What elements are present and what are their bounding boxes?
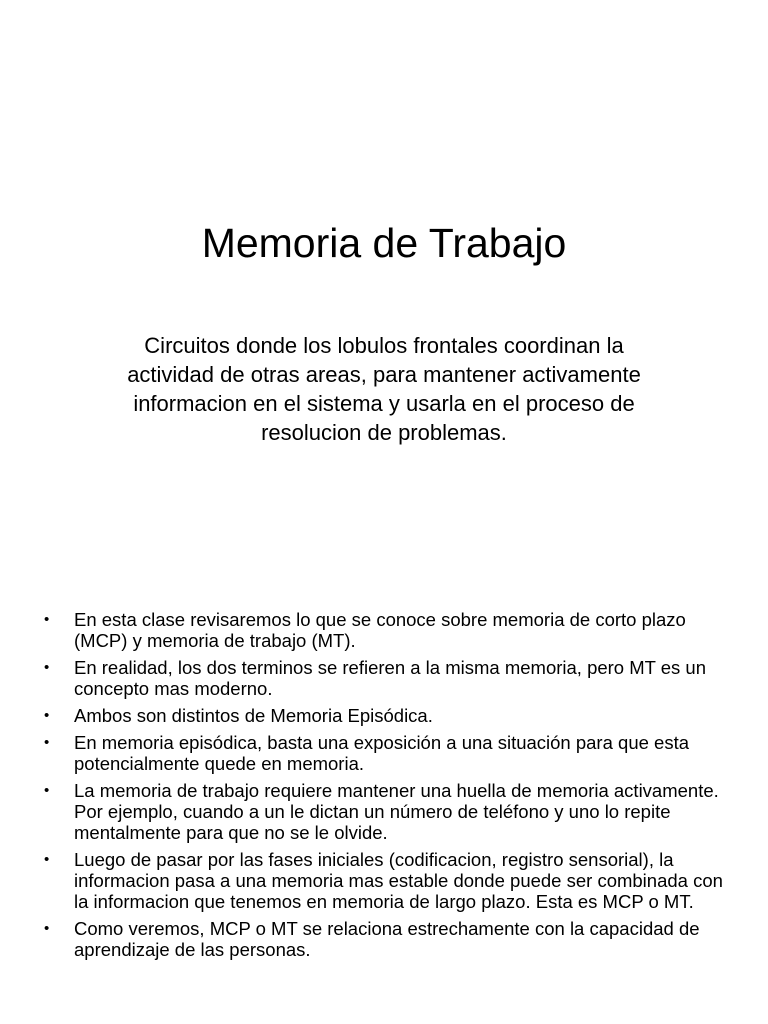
list-item: [40, 609, 740, 651]
bullet-list: [40, 609, 740, 966]
list-item: [40, 657, 740, 699]
list-item: [40, 780, 740, 843]
bullet-icon: •: [44, 851, 50, 868]
list-item: [40, 918, 740, 960]
list-item: [40, 705, 740, 726]
bullet-icon: •: [44, 734, 50, 751]
bullet-icon: •: [44, 920, 50, 937]
list-item: [40, 849, 740, 912]
bullet-text: La memoria de trabajo requiere mantener una huella de memoria activamente. Por ejemplo, cuando a un le dictan un número de teléfono y uno lo repite mentalmente para que no se le olvide.: [74, 780, 719, 843]
bullet-text: En realidad, los dos terminos se refieren a la misma memoria, pero MT es un concepto mas moderno.: [74, 657, 707, 699]
bullet-icon: •: [44, 707, 50, 724]
bullet-icon: •: [44, 611, 50, 628]
slide-subtitle: Circuitos donde los lobulos frontales coordinan la actividad de otras areas, para mantener activamente informacion en el sistema y usarla en el proceso de resolucion de problemas.: [127, 333, 641, 445]
bullet-icon: •: [44, 659, 50, 676]
list-item: [40, 732, 740, 774]
bullet-text: Ambos son distintos de Memoria Episódica.: [74, 705, 433, 726]
bullet-text: En memoria episódica, basta una exposición a una situación para que esta potencialmente quede en memoria.: [74, 732, 689, 774]
bullet-text: En esta clase revisaremos lo que se conoce sobre memoria de corto plazo (MCP) y memoria de trabajo (MT).: [74, 609, 686, 651]
bullet-icon: •: [44, 782, 50, 799]
slide-title: Memoria de Trabajo: [201, 220, 567, 266]
bullet-text: Luego de pasar por las fases iniciales (codificacion, registro sensorial), la informacion pasa a una memoria mas estable donde puede ser combinada con la informacion que tenemos en memoria de largo plazo. Esta es MCP o MT.: [74, 849, 723, 912]
bullet-text: Como veremos, MCP o MT se relaciona estrechamente con la capacidad de aprendizaje de las personas.: [74, 918, 700, 960]
